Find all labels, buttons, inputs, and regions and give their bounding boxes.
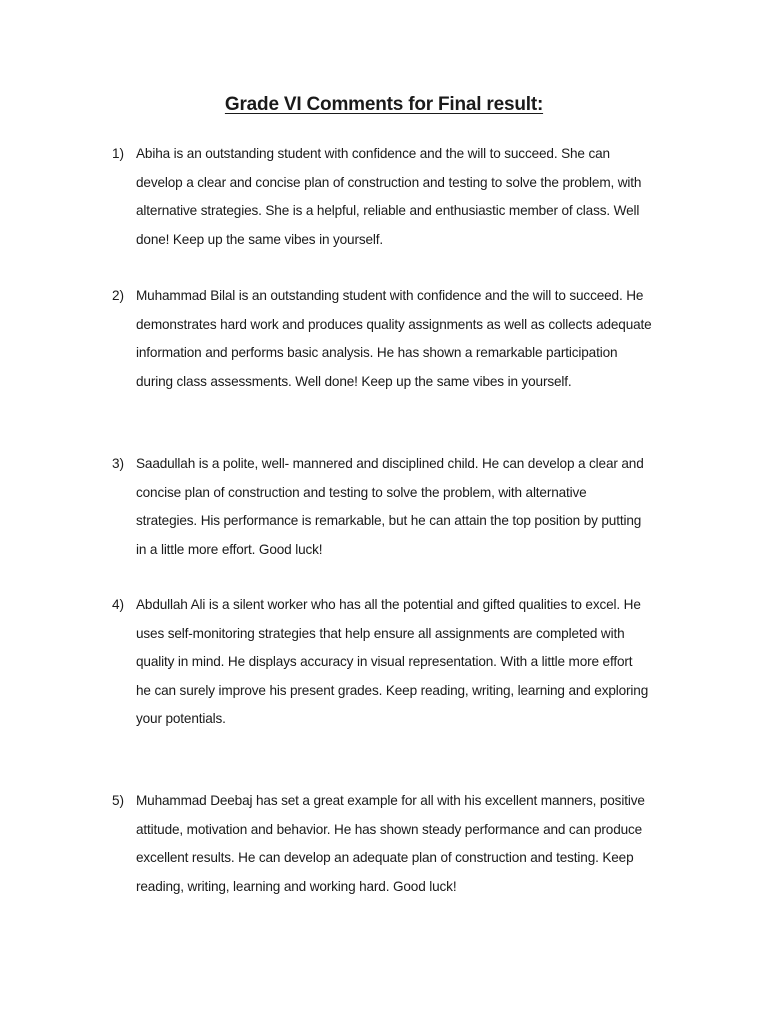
comment-line: concise plan of construction and testing to solve the problem, with alternative bbox=[136, 484, 587, 500]
comment-line: alternative strategies. She is a helpful, reliable and enthusiastic member of class. Well bbox=[136, 203, 640, 218]
comment-text bbox=[136, 140, 680, 254]
comment-number: 1) bbox=[112, 146, 125, 161]
comment-line: during class assessments. Well done! Keep up the same vibes in yourself. bbox=[136, 373, 572, 389]
document-title: Grade VI Comments for Final result: bbox=[224, 94, 544, 115]
comment-line: Muhammad Bilal is an outstanding student with confidence and the will to succeed. He bbox=[136, 288, 644, 303]
comment-line: Abdullah Ali is a silent worker who has all the potential and gifted qualities to excel. He bbox=[136, 597, 641, 612]
comment-text bbox=[136, 450, 680, 564]
comment-line: attitude, motivation and behavior. He has shown steady performance and can produce bbox=[136, 821, 643, 837]
comment-line: done! Keep up the same vibes in yourself. bbox=[136, 231, 384, 247]
comment-line: Saadullah is a polite, well- mannered and disciplined child. He can develop a clear and bbox=[136, 456, 644, 471]
comment-text bbox=[136, 282, 680, 396]
comment-line: quality in mind. He displays accuracy in visual representation. With a little more effort bbox=[136, 654, 633, 669]
comment-line: demonstrates hard work and produces quality assignments as well as collects adequate bbox=[136, 316, 652, 332]
comment-line: in a little more effort. Good luck! bbox=[136, 541, 323, 557]
comment-text bbox=[136, 787, 680, 901]
comment-number: 4) bbox=[112, 597, 125, 612]
comment-line: Abiha is an outstanding student with confidence and the will to succeed. She can bbox=[136, 146, 610, 161]
comment-line: strategies. His performance is remarkable, but he can attain the top position by putting bbox=[136, 513, 642, 528]
comment-text bbox=[136, 591, 680, 734]
comment-line: he can surely improve his present grades. Keep reading, writing, learning and exploring bbox=[136, 682, 649, 698]
comment-number: 2) bbox=[112, 288, 125, 303]
comment-line: your potentials. bbox=[136, 711, 226, 726]
comment-line: Muhammad Deebaj has set a great example for all with his excellent manners, positive bbox=[136, 793, 645, 808]
comment-line: excellent results. He can develop an adequate plan of construction and testing. Keep bbox=[136, 850, 634, 865]
comment-line: information and performs basic analysis. He has shown a remarkable participation bbox=[136, 345, 618, 360]
comment-number: 5) bbox=[112, 793, 125, 808]
comment-line: uses self-monitoring strategies that help ensure all assignments are completed with bbox=[136, 625, 625, 641]
comment-line: develop a clear and concise plan of construction and testing to solve the problem, with bbox=[136, 174, 642, 190]
comment-line: reading, writing, learning and working hard. Good luck! bbox=[136, 878, 457, 894]
comment-number: 3) bbox=[112, 456, 125, 471]
